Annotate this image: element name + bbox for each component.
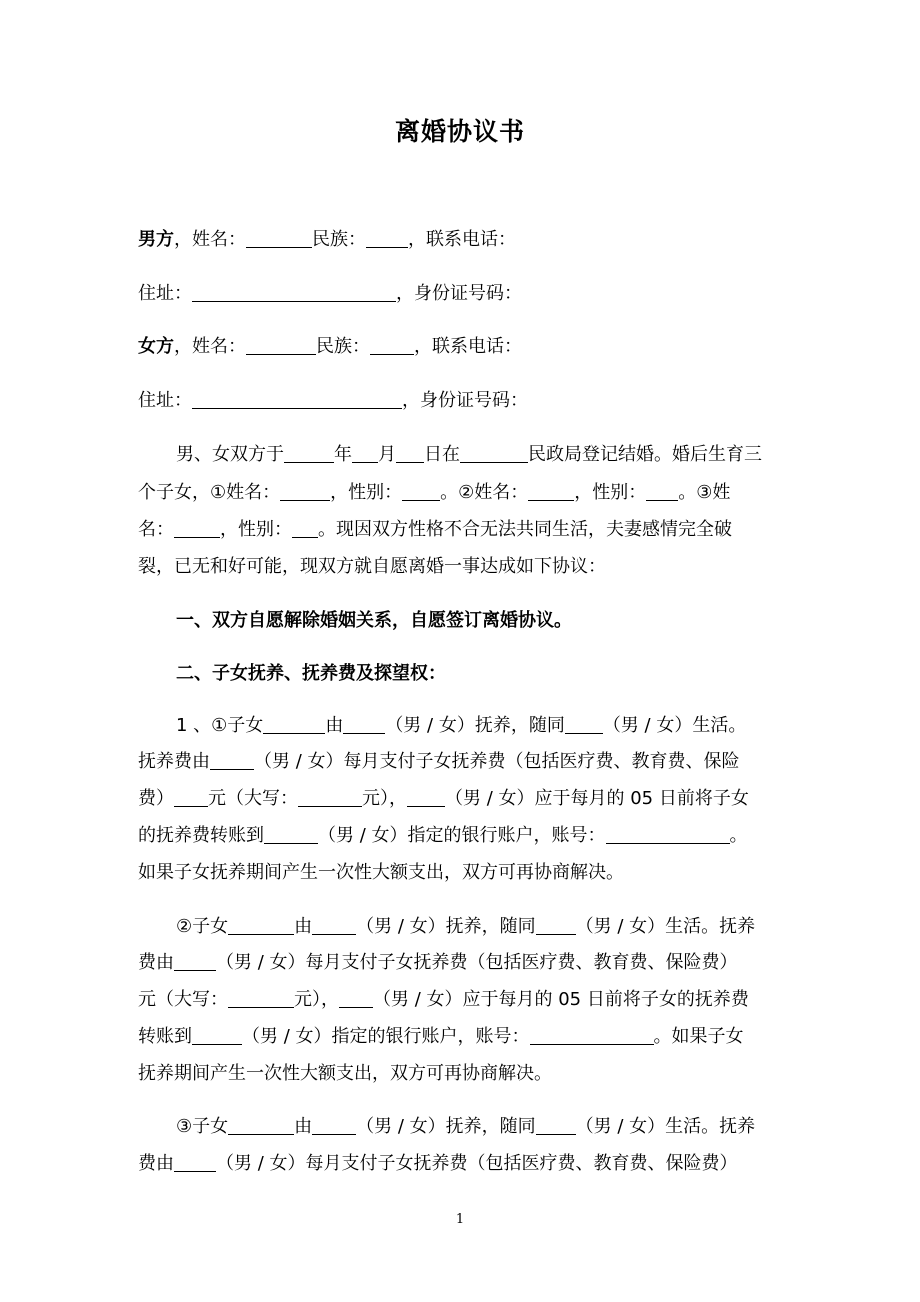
clause-text: （男 / 女）抚养，随同 (385, 715, 565, 736)
woman-address-blank[interactable] (192, 388, 402, 409)
man-name-blank[interactable] (246, 227, 312, 248)
live-with-blank[interactable] (565, 713, 603, 734)
child1-gender-blank[interactable] (402, 480, 440, 501)
clause-text: （男 / 女）指定的银行账户，账号： (318, 825, 606, 846)
clause-text: 由 (294, 916, 313, 937)
intro-line-4 (138, 549, 783, 585)
child2-name-blank[interactable] (528, 480, 574, 501)
clause-text: ③子女 (176, 1116, 229, 1137)
clause-text: （男 / 女）抚养，随同 (356, 1116, 536, 1137)
child2-line-3 (138, 982, 783, 1018)
account-blank[interactable] (606, 823, 730, 844)
man-address-line (138, 276, 783, 312)
intro-text: 男、女双方于 (176, 444, 284, 465)
clause-text: 元）， (362, 788, 407, 809)
payer-blank[interactable] (210, 749, 254, 770)
woman-ethnic-blank[interactable] (370, 334, 414, 355)
account-blank[interactable] (530, 1024, 654, 1045)
child1-line-1 (138, 708, 783, 744)
child2-line-5 (138, 1056, 783, 1092)
man-info-line (138, 222, 783, 258)
child3-blank[interactable] (228, 1114, 294, 1135)
man-label: 男方 (138, 229, 174, 250)
amount-blank[interactable] (174, 786, 208, 807)
registry-blank[interactable] (460, 442, 528, 463)
year-blank[interactable] (284, 442, 334, 463)
clause-text: 元）， (294, 989, 339, 1010)
clause-text: 费由 (138, 952, 174, 973)
intro-line-2 (138, 475, 783, 511)
page-number: 1 (455, 1212, 465, 1227)
document-title: 离婚协议书 (394, 117, 525, 146)
intro-text: ，性别： (330, 482, 403, 503)
clause-text: 费由 (138, 1153, 174, 1174)
recipient-blank[interactable] (264, 823, 318, 844)
amount-words-blank[interactable] (298, 786, 362, 807)
intro-text: ，性别： (220, 519, 292, 540)
intro-text: 个子女，①姓名： (138, 482, 281, 503)
man-ethnic-blank[interactable] (366, 227, 408, 248)
clause-text: （男 / 女）应于每月的 05 日前将子女的抚养费 (373, 989, 749, 1010)
woman-address-label: 住址： (138, 390, 192, 411)
intro-text: 。②姓名： (440, 482, 529, 503)
woman-name-label: ，姓名： (174, 336, 246, 357)
clause-text: （男 / 女）生活。抚养 (575, 1116, 756, 1137)
woman-label: 女方 (138, 336, 174, 357)
child2-gender-blank[interactable] (646, 480, 678, 501)
child1-line-4 (138, 818, 783, 854)
intro-text: 月 (378, 444, 396, 465)
child1-line-5 (138, 855, 783, 891)
section-2-heading: 二、子女抚养、抚养费及探望权： (176, 663, 446, 684)
day-blank[interactable] (396, 442, 424, 463)
clause-text: 的抚养费转账到 (138, 825, 264, 846)
intro-text: ，性别： (574, 482, 647, 503)
amount-words-blank[interactable] (228, 987, 294, 1008)
child3-name-blank[interactable] (174, 517, 220, 538)
clause-text: ②子女 (176, 916, 229, 937)
clause-text: （男 / 女）每月支付子女抚养费（包括医疗费、教育费、保险费） (216, 952, 738, 973)
clause-text: 由 (325, 715, 344, 736)
section-1-heading: 一、双方自愿解除婚姻关系，自愿签订离婚协议。 (176, 610, 572, 631)
man-name-label: ，姓名： (174, 229, 246, 250)
child2-line-2 (138, 945, 783, 981)
intro-line-3 (138, 512, 783, 548)
child1-name-blank[interactable] (280, 480, 330, 501)
intro-text: 名： (138, 519, 174, 540)
man-id-label: ，身份证号码： (396, 283, 522, 304)
clause-text: 如果子女抚养期间产生一次性大额支出，双方可再协商解决。 (138, 862, 624, 883)
clause-text: （男 / 女）每月支付子女抚养费（包括医疗费、教育费、保险 (254, 751, 740, 772)
clause-text: 转账到 (138, 1026, 192, 1047)
woman-id-label: ，身份证号码： (402, 390, 528, 411)
child3-line-2 (138, 1146, 783, 1182)
child1-line-3 (138, 781, 783, 817)
clause-text: 元（大写： (208, 788, 298, 809)
child2-blank[interactable] (228, 914, 294, 935)
woman-name-blank[interactable] (246, 334, 316, 355)
clause-text: 由 (294, 1116, 313, 1137)
clause-text: （男 / 女）生活。抚养 (575, 916, 756, 937)
clause-text: （男 / 女）生活。 (602, 715, 747, 736)
clause-text: （男 / 女）指定的银行账户，账号： (242, 1026, 530, 1047)
clause-text: 元（大写： (138, 989, 228, 1010)
month-blank[interactable] (352, 442, 378, 463)
woman-ethnic-label: 民族： (316, 336, 370, 357)
man-address-blank[interactable] (192, 281, 396, 302)
custodian-blank[interactable] (312, 914, 356, 935)
payer-blank[interactable] (174, 1151, 216, 1172)
child2-line-4 (138, 1019, 783, 1055)
child1-line-2 (138, 744, 783, 780)
transfer-party-blank[interactable] (407, 786, 445, 807)
child2-line-1 (138, 909, 783, 945)
intro-text: 民政局登记结婚。婚后生育三 (528, 444, 762, 465)
woman-address-line (138, 383, 783, 419)
man-ethnic-label: 民族： (312, 229, 366, 250)
woman-info-line (138, 329, 783, 365)
clause-text: （男 / 女）抚养，随同 (356, 916, 536, 937)
child3-line-1 (138, 1109, 783, 1145)
intro-text: 裂，已无和好可能，现双方就自愿离婚一事达成如下协议： (138, 556, 606, 577)
live-with-blank[interactable] (536, 914, 576, 935)
woman-phone-label: ，联系电话： (414, 336, 522, 357)
intro-text: 。现因双方性格不合无法共同生活，夫妻感情完全破 (318, 519, 732, 540)
clause-text: 费） (138, 788, 174, 809)
clause-text: （男 / 女）每月支付子女抚养费（包括医疗费、教育费、保险费） (216, 1153, 738, 1174)
intro-text: 年 (334, 444, 352, 465)
clause-text: （男 / 女）应于每月的 05 日前将子女 (445, 788, 749, 809)
man-phone-label: ，联系电话： (408, 229, 516, 250)
custodian-blank[interactable] (312, 1114, 356, 1135)
child1-blank[interactable] (263, 713, 325, 734)
custodian-blank[interactable] (343, 713, 385, 734)
child3-gender-blank[interactable] (292, 517, 318, 538)
intro-line-1 (138, 437, 783, 473)
clause-text: 。如果子女 (653, 1026, 744, 1047)
clause-text: 1 、①子女 (176, 715, 264, 736)
transfer-party-blank[interactable] (339, 987, 373, 1008)
recipient-blank[interactable] (192, 1024, 242, 1045)
intro-text: 。③姓 (678, 482, 731, 503)
live-with-blank[interactable] (536, 1114, 576, 1135)
intro-text: 日在 (424, 444, 460, 465)
clause-text: 。 (729, 825, 748, 846)
payer-blank[interactable] (174, 950, 216, 971)
clause-text: 抚养期间产生一次性大额支出，双方可再协商解决。 (138, 1063, 552, 1084)
man-address-label: 住址： (138, 283, 192, 304)
clause-text: 抚养费由 (138, 751, 210, 772)
